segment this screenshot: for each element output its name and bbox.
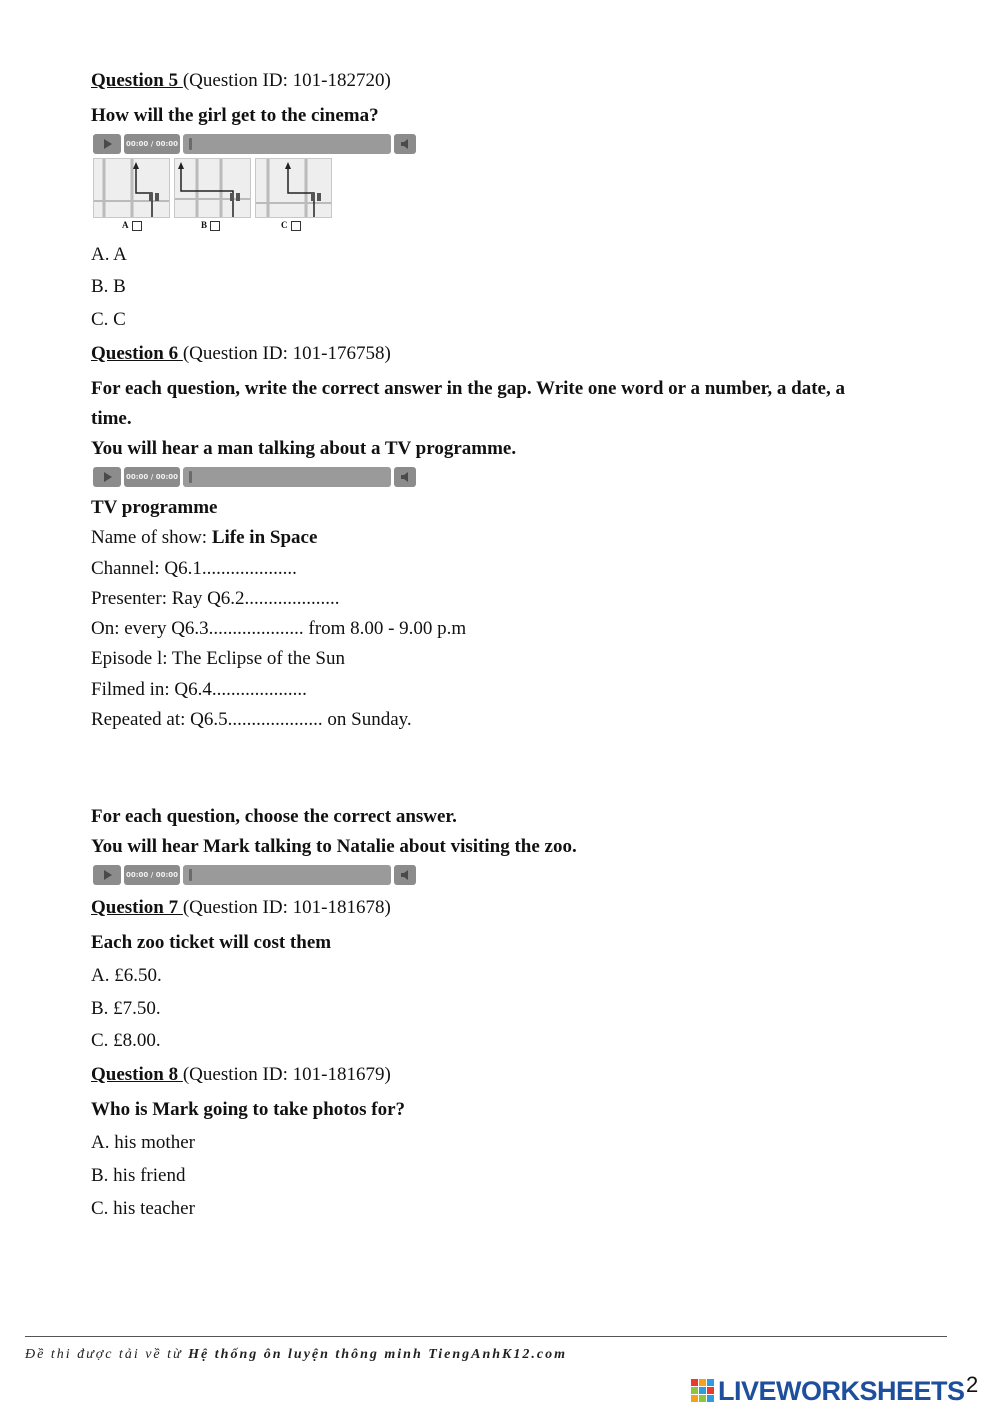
checkbox[interactable] [132,221,142,231]
map-image-c [255,158,332,218]
footer-divider [25,1336,947,1337]
q7-option-b[interactable]: B. £7.50. [91,998,161,1019]
map-image-b [174,158,251,218]
map-label-c: C [281,220,301,231]
route-map-icon [256,159,331,217]
q6-line-repeated[interactable]: Repeated at: Q6.5.................... on Sunday. [91,709,412,730]
route-map-icon [175,159,250,217]
q8-prompt: Who is Mark going to take photos for? [91,1099,406,1120]
volume-button[interactable] [394,134,416,154]
q6-line-day[interactable]: On: every Q6.3.................... from 8.00 - 9.00 p.m [91,618,467,639]
q5-option-c[interactable]: C. C [91,309,126,330]
q8-header [91,1062,391,1088]
q6-id: (Question ID: 101-176758) [182,343,391,364]
play-icon [93,467,121,487]
play-button[interactable] [93,134,121,154]
show-label: Name of show: [91,527,212,548]
show-name: Life in Space [211,527,318,548]
time-display: 00:00 / 00:00 [124,467,180,487]
speaker-icon [394,865,416,885]
play-icon [93,134,121,154]
seek-handle[interactable] [189,471,192,483]
footer-source [25,1347,567,1363]
page-number: 2 [966,1372,979,1397]
seek-bar[interactable] [183,134,391,154]
play-icon [93,865,121,885]
liveworksheets-logo-icon [690,1378,716,1408]
volume-button[interactable] [394,865,416,885]
q6-context: You will hear a man talking about a TV programme. [91,438,517,459]
q5-id: (Question ID: 101-182720) [182,70,391,91]
q6-line-presenter[interactable]: Presenter: Ray Q6.2.................... [91,588,340,609]
q6-label: Question 6 [91,343,183,364]
q8-option-c[interactable]: C. his teacher [91,1198,195,1219]
q6-heading: TV programme [91,497,218,518]
q5-audio-player [93,133,417,155]
checkbox[interactable] [210,221,220,231]
section3-instruction: For each question, choose the correct answer. [91,806,457,827]
q5-prompt: How will the girl get to the cinema? [91,105,379,126]
volume-button[interactable] [394,467,416,487]
section3-audio-player [93,864,417,886]
q6-line-filmed[interactable]: Filmed in: Q6.4.................... [91,679,307,700]
q7-option-a[interactable]: A. £6.50. [91,965,162,986]
q8-label: Question 8 [91,1064,183,1085]
seek-handle[interactable] [189,869,192,881]
seek-bar[interactable] [183,467,391,487]
q6-audio-player [93,466,417,488]
play-button[interactable] [93,467,121,487]
map-label-a: A [122,220,142,231]
q8-option-a[interactable]: A. his mother [91,1132,195,1153]
q5-option-b[interactable]: B. B [91,276,126,297]
q7-prompt: Each zoo ticket will cost them [91,932,332,953]
liveworksheets-logo-text: LIVEWORKSHEETS [718,1376,965,1406]
speaker-icon [394,134,416,154]
q7-option-c[interactable]: C. £8.00. [91,1030,161,1051]
q6-line-episode: Episode l: The Eclipse of the Sun [91,648,345,669]
q7-id: (Question ID: 101-181678) [182,897,391,918]
checkbox[interactable] [291,221,301,231]
seek-handle[interactable] [189,138,192,150]
q8-id: (Question ID: 101-181679) [182,1064,391,1085]
speaker-icon [394,467,416,487]
seek-bar[interactable] [183,865,391,885]
time-display: 00:00 / 00:00 [124,134,180,154]
play-button[interactable] [93,865,121,885]
q7-header [91,895,391,921]
q6-instruction-line1: For each question, write the correct answer in the gap. Write one word or a number, a date, a [91,378,845,399]
footer-source-text: Đề thi được tải về từ [25,1347,189,1362]
q5-header [91,68,391,94]
q5-option-a[interactable]: A. A [91,244,127,265]
time-display: 00:00 / 00:00 [124,865,180,885]
q6-show-line [91,525,317,551]
q7-label: Question 7 [91,897,183,918]
q5-label: Question 5 [91,70,183,91]
footer-source-site: Hệ thống ôn luyện thông minh TiengAnhK12.com [188,1347,567,1362]
section3-context: You will hear Mark talking to Natalie about visiting the zoo. [91,836,577,857]
q6-header [91,341,391,367]
route-map-icon [94,159,169,217]
q6-line-channel[interactable]: Channel: Q6.1.................... [91,558,297,579]
map-image-a [93,158,170,218]
map-label-b: B [201,220,220,231]
q6-instruction-line2: time. [91,408,132,429]
q8-option-b[interactable]: B. his friend [91,1165,186,1186]
